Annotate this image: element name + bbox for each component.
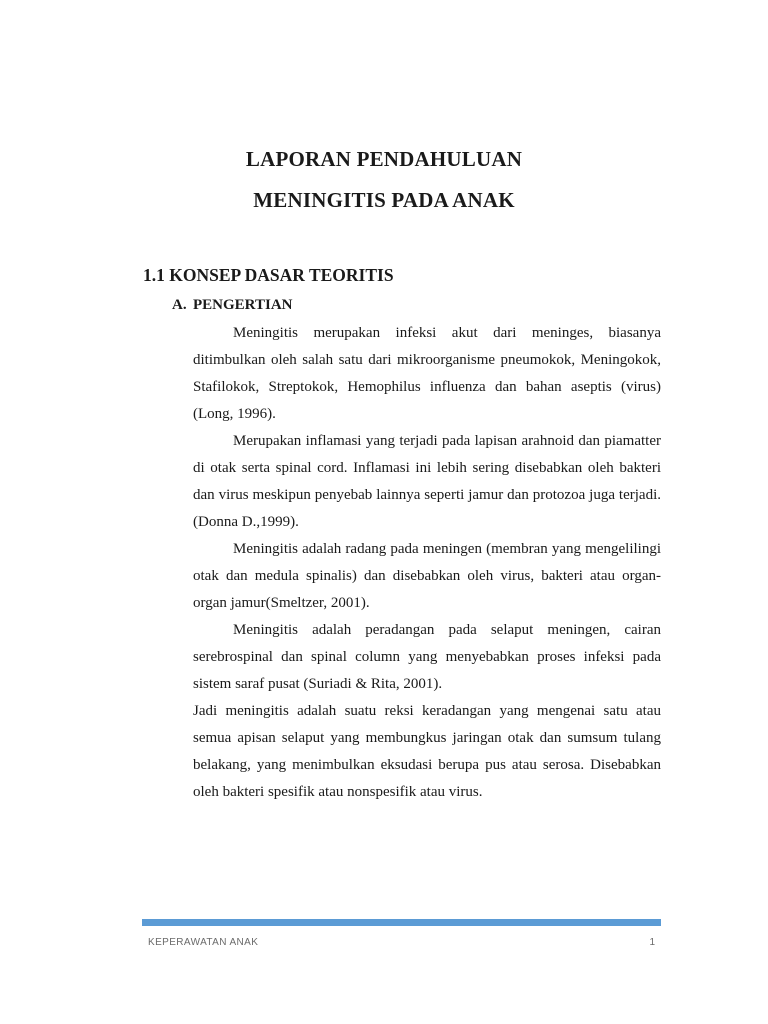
footer-label: KEPERAWATAN ANAK	[148, 937, 259, 948]
document-subtitle: MENINGITIS PADA ANAK	[253, 188, 515, 212]
body-text	[193, 320, 661, 806]
subsection-heading	[172, 297, 293, 314]
subsection-letter: A.	[172, 297, 187, 313]
subsection-title: PENGERTIAN	[193, 297, 293, 313]
paragraph-1: Meningitis merupakan infeksi akut dari meninges, biasanya ditimbulkan oleh salah satu dari mikroorganisme pneumokok, Meningokok, Stafilokok, Streptokok, Hemophilus influenza dan bahan aseptis (virus) (Long, 1996).	[193, 325, 661, 422]
page-number: 1	[649, 937, 655, 948]
paragraph-2: Merupakan inflamasi yang terjadi pada lapisan arahnoid dan piamatter di otak serta spinal cord. Inflamasi ini lebih sering disebabkan oleh bakteri dan virus meskipun penyebab lainnya seperti jamur dan protozoa juga terjadi. (Donna D.,1999).	[193, 433, 661, 530]
paragraph-4: Meningitis adalah peradangan pada selaput meningen, cairan serebrospinal dan spinal column yang menyebabkan proses infeksi pada sistem saraf pusat (Suriadi & Rita, 2001).	[193, 622, 661, 692]
paragraph-3: Meningitis adalah radang pada meningen (membran yang mengelilingi otak dan medula spinalis) dan disebabkan oleh virus, bakteri atau organ-organ jamur(Smeltzer, 2001).	[193, 541, 661, 611]
paragraph-5: Jadi meningitis adalah suatu reksi keradangan yang mengenai satu atau semua apisan selaput yang membungkus jaringan otak dan sumsum tulang belakang, yang menimbulkan eksudasi berupa pus atau serosa. Disebabkan oleh bakteri spesifik atau nonspesifik atau virus.	[193, 703, 661, 800]
document-title: LAPORAN PENDAHULUAN	[245, 147, 523, 171]
section-heading: 1.1 KONSEP DASAR TEORITIS	[143, 265, 394, 285]
footer-divider	[142, 919, 661, 926]
